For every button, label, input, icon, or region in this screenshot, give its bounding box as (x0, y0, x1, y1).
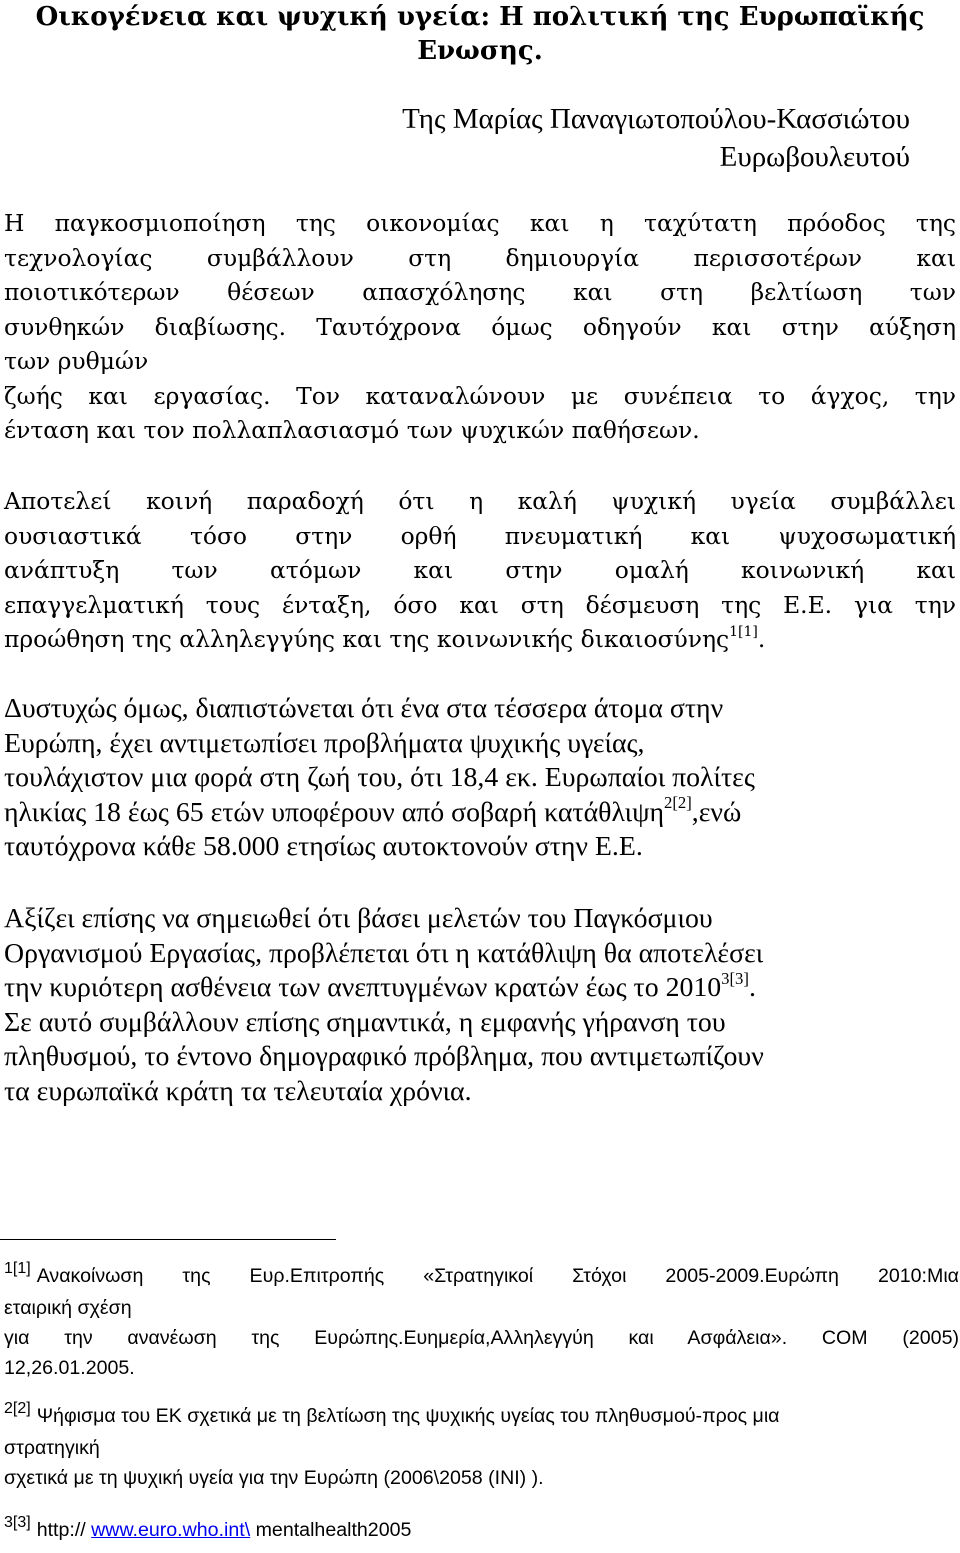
footnote-line: στρατηγική (4, 1437, 100, 1459)
paragraph-line: ουσιαστικά τόσο στην ορθή πνευματική και ψυχοσωματική (4, 521, 956, 550)
footnote-separator (0, 1239, 336, 1240)
title-line-2: Ενωσης. (417, 36, 543, 66)
line-text: προώθηση της αλληλεγγύης και της κοινωνικής δικαιοσύνης (4, 625, 730, 653)
paragraph-line (4, 622, 956, 657)
paragraph-line (4, 968, 956, 1006)
footnote-text: Ψήφισμα του ΕΚ σχετικά με τη βελτίωση της ψυχικής υγείας του πληθυσμού-προς μια (36, 1405, 780, 1427)
paragraph-line: Αποτελεί κοινή παραδοχή ότι η καλή ψυχική υγεία συμβάλλει (4, 487, 956, 515)
footnote-line (4, 1261, 959, 1293)
document-title (0, 0, 960, 68)
line-text: την κυριότερη ασθένεια των ανεπτυγμένων κρατών έως το 2010 (4, 972, 722, 1003)
footnote-ref-3[interactable]: 3[3] (721, 968, 749, 988)
paragraph-line: επαγγελματική τους ένταξη, όσο και στη δέσμευση της Ε.Ε. για την (4, 590, 956, 619)
paragraph-line: τουλάχιστον μια φορά στη ζωή του, ότι 18,4 εκ. Ευρωπαίοι πολίτες (4, 762, 755, 793)
author-name: Της Μαρίας Παναγιωτοπούλου-Κασσιώτου (402, 103, 910, 135)
paragraph-line: ταυτόχρονα κάθε 58.000 ετησίως αυτοκτονούν στην Ε.Ε. (4, 831, 643, 862)
title-line-1: Οικογένεια και ψυχική υγεία: Η πολιτική της Ευρωπαϊκής (35, 2, 925, 32)
paragraph-intro (4, 206, 956, 448)
paragraph-line: ζωής και εργασίας. Τον καταναλώνουν με συνέπεια το άγχος, την (4, 381, 956, 410)
paragraph-statistics (4, 692, 956, 865)
footnote-3 (4, 1515, 959, 1547)
paragraph-line: τεχνολογίας συμβάλλουν στη δημιουργία περισσοτέρων και (4, 243, 956, 272)
paragraph-line: Ευρώπη, έχει αντιμετωπίσει προβλήματα ψυχικής υγείας, (4, 727, 645, 759)
paragraph-line: ποιοτικότερων θέσεων απασχόλησης και στη βελτίωση των (4, 278, 956, 306)
author-block (402, 100, 910, 176)
url-prefix: http:// (36, 1519, 86, 1541)
paragraph-line: Δυστυχώς όμως, διαπιστώνεται ότι ένα στα τέσσερα άτομα στην (4, 693, 724, 724)
paragraph-line: πληθυσμού, το έντονο δημογραφικό πρόβλημα, που αντιμετωπίζουν (4, 1041, 764, 1072)
line-end: ,ενώ (691, 796, 742, 828)
author-role: Ευρωβουλευτού (719, 141, 910, 173)
footnote-line: εταιρική σχέση (4, 1297, 132, 1319)
footnote-line: 12,26.01.2005. (4, 1357, 135, 1379)
line-end: . (757, 625, 766, 653)
paragraph-line: τα ευρωπαϊκά κράτη τα τελευταία χρόνια. (4, 1075, 472, 1107)
footnote-mark: 1[1] (4, 1260, 31, 1277)
footnote-line: σχετικά με τη ψυχική υγεία για την Ευρώπη (2006\2058 (INI) ). (4, 1467, 544, 1489)
paragraph-line (4, 793, 956, 831)
paragraph-mental-health (4, 484, 956, 657)
footnote-mark: 2[2] (4, 1400, 31, 1417)
footnote-text: Ανακοίνωση της Ευρ.Επιτροπής «Στρατηγικοί Στόχοι 2005-2009.Ευρώπη 2010:Μια (36, 1265, 959, 1287)
paragraph-line: ανάπτυξη των ατόμων και στην ομαλή κοινωνική και (4, 556, 956, 584)
footnote-line (4, 1401, 959, 1433)
paragraph-line: των ρυθμών (4, 347, 149, 375)
paragraph-line: συνθηκών διαβίωσης. Ταυτόχρονα όμως οδηγούν και στην αύξηση (4, 312, 956, 341)
paragraph-line: Η παγκοσμιοποίηση της οικονομίας και η ταχύτατη πρόοδος της (4, 209, 956, 237)
url-suffix: mentalhealth2005 (255, 1519, 412, 1541)
line-end: . (748, 972, 756, 1003)
footnote-ref-1[interactable]: 1[1] (729, 624, 758, 641)
who-link[interactable]: www.euro.who.int\ (91, 1519, 251, 1541)
paragraph-line: ένταση και τον πολλαπλασιασμό των ψυχικών παθήσεων. (4, 416, 700, 444)
paragraph-line: Αξίζει επίσης να σημειωθεί ότι βάσει μελετών του Παγκόσμιου (4, 903, 713, 934)
paragraph-line: Σε αυτό συμβάλλουν επίσης σημαντικά, η εμφανής γήρανση του (4, 1006, 726, 1038)
footnote-2 (4, 1401, 959, 1493)
paragraph-line: Οργανισμού Εργασίας, προβλέπεται ότι η κατάθλιψη θα αποτελέσει (4, 937, 764, 969)
footnote-line: για την ανανέωση της Ευρώπης.Ευημερία,Αλληλεγγύη και Ασφάλεια». COM (2005) (4, 1327, 959, 1349)
footnote-ref-2[interactable]: 2[2] (664, 793, 692, 812)
paragraph-depression-forecast (4, 902, 956, 1109)
line-text: ηλικίας 18 έως 65 ετών υποφέρουν από σοβαρή κατάθλιψη (4, 796, 665, 828)
footnote-1 (4, 1261, 959, 1383)
footnote-mark: 3[3] (4, 1514, 31, 1531)
footnote-line (4, 1515, 959, 1547)
